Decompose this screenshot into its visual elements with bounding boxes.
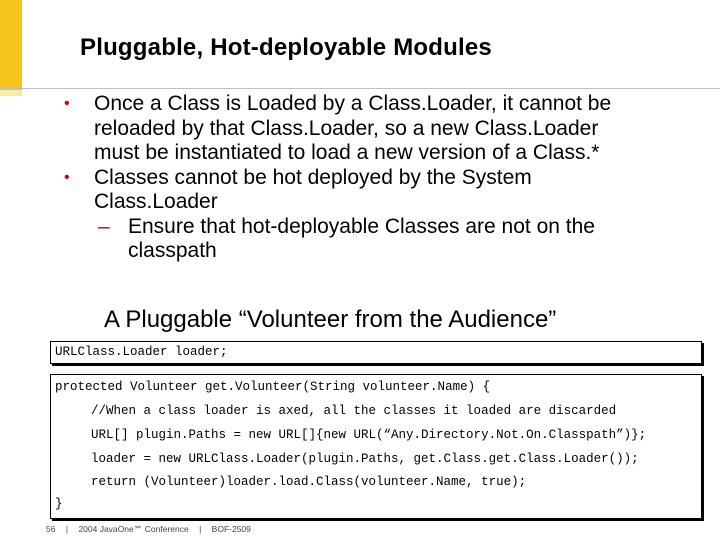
page-number: 56 [46, 524, 56, 534]
bullet-icon: • [64, 95, 70, 112]
bullet-item-1 [64, 92, 704, 166]
code-line: URLClass.Loader loader; [55, 345, 228, 359]
bullet-list [64, 92, 704, 264]
accent-bar [0, 0, 22, 90]
bullet-icon: • [64, 168, 70, 186]
slide-title: Pluggable, Hot-deployable Modules [80, 34, 492, 61]
code-box-declaration [50, 341, 702, 364]
bullet-line: Classes cannot be hot deployed by the System [94, 165, 532, 189]
bullet-line: Once a Class is Loaded by a Class.Loader, it cannot be [94, 92, 612, 115]
code-line: return (Volunteer)loader.load.Class(volunteer.Name, true); [91, 475, 527, 489]
code-box-method [50, 374, 702, 519]
sub-bullet-line: classpath [128, 239, 217, 262]
footer-separator: | [199, 524, 202, 534]
code-heading: A Pluggable “Volunteer from the Audience” [104, 306, 557, 333]
accent-bar-light [0, 90, 22, 96]
title-divider [0, 88, 720, 89]
sub-bullet-line: Ensure that hot-deployable Classes are not on the [128, 214, 595, 238]
code-line: URL[] plugin.Paths = new URL[]{new URL(“Any.Directory.Not.On.Classpath”)}; [91, 428, 647, 442]
code-line: //When a class loader is axed, all the classes it loaded are discarded [91, 404, 617, 418]
footer-session: BOF-2509 [211, 524, 251, 534]
footer-conference: 2004 JavaOne℠ Conference [78, 524, 189, 534]
dash-icon: – [98, 214, 110, 238]
bullet-item-2 [64, 166, 704, 215]
bullet-line: Class.Loader [94, 190, 218, 213]
sub-bullet-item [64, 215, 704, 264]
bullet-line: must be instantiated to load a new version of a Class.* [94, 141, 600, 164]
code-line: loader = new URLClass.Loader(plugin.Paths, get.Class.get.Class.Loader()); [91, 452, 639, 466]
slide-footer [46, 524, 251, 535]
code-line: } [55, 497, 63, 511]
bullet-line: reloaded by that Class.Loader, so a new Class.Loader [94, 116, 599, 140]
code-line: protected Volunteer get.Volunteer(String volunteer.Name) { [55, 380, 491, 394]
footer-separator: | [65, 524, 69, 534]
